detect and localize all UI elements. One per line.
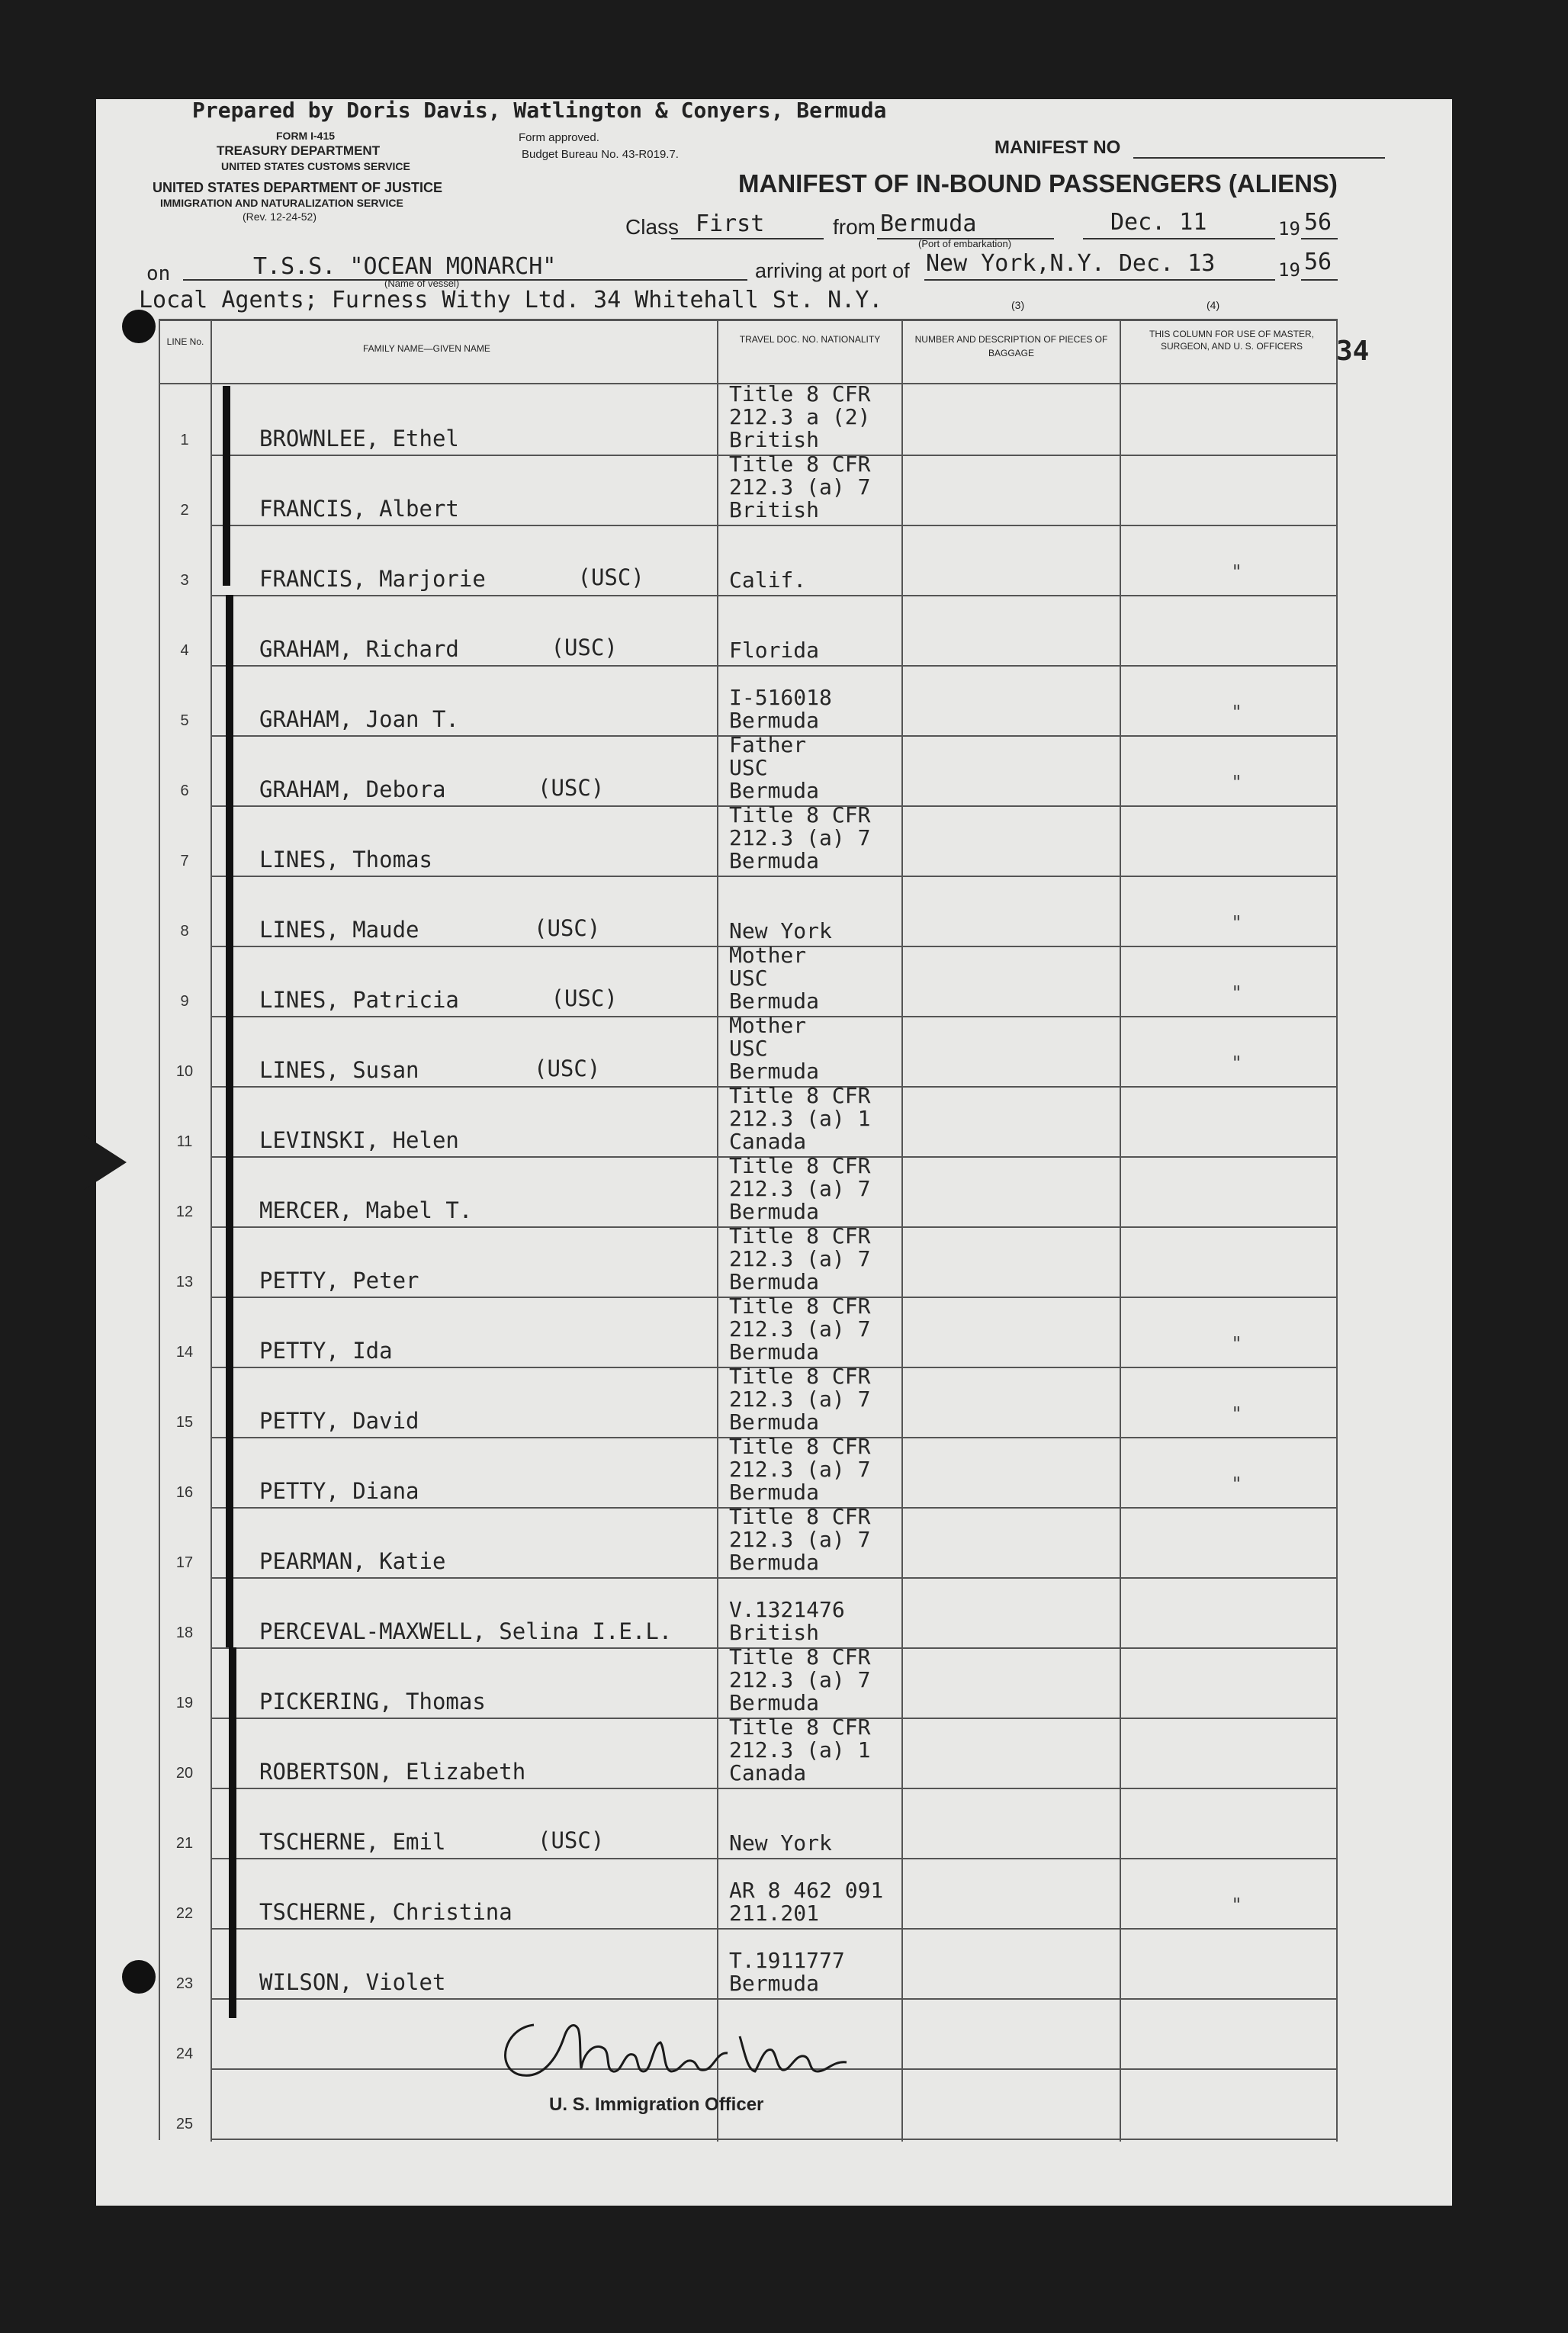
- line-number: 7: [180, 853, 189, 869]
- travel-doc: [729, 1716, 870, 1785]
- page-number: 34: [1336, 336, 1370, 367]
- treasury-dept: TREASURY DEPARTMENT: [217, 143, 381, 158]
- line-number: 5: [180, 712, 189, 729]
- travel-doc-line: I-516018: [729, 685, 832, 710]
- travel-doc-line: Bermuda: [729, 1550, 820, 1575]
- travel-doc-line: Bermuda: [729, 1059, 820, 1084]
- travel-doc-line: Bermuda: [729, 1690, 820, 1715]
- travel-doc-line: USC: [729, 966, 768, 991]
- travel-doc: [729, 686, 832, 732]
- travel-doc-line: 212.3 (a) 7: [729, 825, 871, 850]
- travel-doc-line: New York: [729, 1830, 832, 1856]
- officer-signature: [488, 2006, 869, 2090]
- travel-doc-line: Title 8 CFR: [729, 1083, 871, 1108]
- passenger-name: GRAHAM, Richard: [259, 636, 459, 662]
- table-left-border: [159, 319, 160, 2140]
- passenger-name: ROBERTSON, Elizabeth: [259, 1759, 526, 1785]
- vessel-label: (Name of vessel): [384, 278, 460, 289]
- travel-doc-line: Father: [729, 732, 807, 757]
- passenger-name: TSCHERNE, Christina: [259, 1899, 512, 1925]
- punch-hole-bottom: [122, 1960, 156, 1994]
- departure-date: Dec. 11: [1110, 209, 1207, 236]
- form-approved: Form approved.: [519, 131, 599, 144]
- passenger-name: TSCHERNE, Emil: [259, 1829, 446, 1855]
- travel-doc: [729, 1949, 845, 1995]
- travel-doc: [729, 1435, 870, 1504]
- travel-doc: [729, 453, 870, 522]
- travel-doc: [729, 1506, 870, 1574]
- arrival-port-date: New York,N.Y. Dec. 13: [926, 250, 1216, 277]
- line-number: 10: [175, 1063, 194, 1080]
- col-header-baggage: [908, 333, 1115, 360]
- usc-marker: (USC): [538, 1827, 605, 1853]
- arrival-year-blank: [1301, 279, 1338, 281]
- customs-service: UNITED STATES CUSTOMS SERVICE: [221, 160, 410, 172]
- row-rule: [210, 876, 1336, 877]
- line-number: 1: [180, 432, 189, 448]
- travel-doc-line: 212.3 (a) 7: [729, 1316, 871, 1342]
- travel-doc-line: 212.3 (a) 1: [729, 1106, 871, 1131]
- passenger-name: PICKERING, Thomas: [259, 1689, 486, 1714]
- line-number: 22: [175, 1905, 194, 1922]
- travel-doc-line: 212.3 (a) 7: [729, 1527, 871, 1552]
- col-divider-name: [717, 319, 718, 2142]
- class-label: Class: [625, 215, 680, 239]
- travel-doc: [729, 1365, 870, 1434]
- row-rule: [210, 2139, 1336, 2140]
- travel-doc-line: 212.3 (a) 7: [729, 1387, 871, 1412]
- passenger-name: LINES, Susan: [259, 1057, 419, 1083]
- travel-doc: [729, 920, 832, 943]
- passenger-name: GRAHAM, Debora: [259, 776, 446, 802]
- travel-doc-line: Title 8 CFR: [729, 1223, 871, 1248]
- bracket-mark-1: [223, 386, 230, 586]
- travel-doc-line: Bermuda: [729, 1269, 820, 1294]
- ditto-mark: ": [1232, 1333, 1242, 1354]
- page-notch: [84, 1135, 127, 1190]
- travel-doc-line: Title 8 CFR: [729, 381, 871, 407]
- line-number: 12: [175, 1203, 194, 1220]
- passenger-name: LINES, Patricia: [259, 987, 459, 1013]
- departure-year: 56: [1304, 209, 1332, 236]
- col-divider-line-no: [210, 319, 212, 2142]
- travel-doc-line: Mother: [729, 1013, 807, 1038]
- travel-doc: [729, 1879, 883, 1925]
- ditto-mark: ": [1232, 1894, 1242, 1916]
- ditto-mark: ": [1232, 702, 1242, 723]
- travel-doc-line: 212.3 a (2): [729, 404, 871, 429]
- line-number: 25: [175, 2116, 194, 2132]
- travel-doc: [729, 639, 819, 662]
- travel-doc: [729, 1225, 870, 1293]
- travel-doc-line: 212.3 (a) 1: [729, 1737, 871, 1763]
- passenger-name: LINES, Maude: [259, 917, 419, 943]
- line-number: 8: [180, 923, 189, 940]
- col-divider-baggage: [1120, 319, 1121, 2142]
- line-number: 14: [175, 1344, 194, 1361]
- col-header-officers-text: THIS COLUMN FOR USE OF MASTER, SURGEON, AND U. S. OFFICERS: [1149, 329, 1314, 352]
- vessel-name: T.S.S. "OCEAN MONARCH": [253, 253, 557, 280]
- subheading-3: (3): [1011, 299, 1025, 311]
- travel-doc-line: USC: [729, 1036, 768, 1061]
- travel-doc: [729, 944, 819, 1013]
- travel-doc: [729, 1155, 870, 1223]
- travel-doc: [729, 383, 870, 451]
- travel-doc-line: Bermuda: [729, 1409, 820, 1435]
- line-number: 18: [175, 1624, 194, 1641]
- travel-doc-line: Bermuda: [729, 1971, 820, 1996]
- ditto-mark: ": [1232, 982, 1242, 1004]
- passenger-name: PETTY, Ida: [259, 1338, 393, 1364]
- row-rule: [210, 525, 1336, 526]
- usc-marker: (USC): [551, 985, 618, 1011]
- passenger-name: WILSON, Violet: [259, 1969, 446, 1995]
- travel-doc-line: New York: [729, 918, 832, 943]
- travel-doc: [729, 1599, 845, 1644]
- subheading-4: (4): [1207, 299, 1220, 311]
- line-number: 24: [175, 2045, 194, 2062]
- row-rule: [210, 595, 1336, 596]
- usc-marker: (USC): [534, 915, 601, 941]
- travel-doc-line: 212.3 (a) 7: [729, 474, 871, 500]
- ditto-mark: ": [1232, 912, 1242, 934]
- col-header-officers: [1144, 328, 1319, 352]
- line-number: 6: [180, 782, 189, 799]
- col-header-name: FAMILY NAME—GIVEN NAME: [363, 343, 490, 354]
- col-header-doc-text: TRAVEL DOC. NO. NATIONALITY: [739, 334, 881, 345]
- line-number: 15: [175, 1414, 194, 1431]
- rev-date: (Rev. 12-24-52): [243, 210, 317, 223]
- travel-doc: [729, 804, 870, 872]
- on-label: on: [146, 262, 171, 285]
- travel-doc-line: 212.3 (a) 7: [729, 1176, 871, 1201]
- budget-bureau: Budget Bureau No. 43-R019.7.: [522, 148, 679, 161]
- passenger-name: LEVINSKI, Helen: [259, 1127, 459, 1153]
- travel-doc-line: USC: [729, 755, 768, 780]
- travel-doc: [729, 1646, 870, 1714]
- travel-doc-line: Calif.: [729, 567, 807, 593]
- line-number: 19: [175, 1695, 194, 1711]
- travel-doc-line: Title 8 CFR: [729, 802, 871, 827]
- travel-doc-line: Canada: [729, 1760, 807, 1785]
- travel-doc-line: Bermuda: [729, 708, 820, 733]
- travel-doc-line: 211.201: [729, 1901, 820, 1926]
- passenger-name: FRANCIS, Albert: [259, 496, 459, 522]
- usc-marker: (USC): [551, 635, 618, 660]
- passenger-name: GRAHAM, Joan T.: [259, 706, 459, 732]
- travel-doc-line: Title 8 CFR: [729, 1714, 871, 1740]
- travel-doc: [729, 569, 806, 592]
- port-label: (Port of embarkation): [918, 238, 1012, 249]
- from-value: Bermuda: [880, 210, 977, 237]
- line-number: 17: [175, 1554, 194, 1571]
- ditto-mark: ": [1232, 1052, 1242, 1074]
- travel-doc-line: V.1321476: [729, 1597, 845, 1622]
- travel-doc-line: Mother: [729, 943, 807, 968]
- manifest-no-blank: [1133, 157, 1385, 159]
- travel-doc-line: Title 8 CFR: [729, 1434, 871, 1459]
- bracket-mark-3: [229, 1647, 236, 2018]
- departure-year-prefix: 19: [1278, 218, 1300, 239]
- arriving-label: arriving at port of: [755, 259, 910, 282]
- local-agents: Local Agents; Furness Withy Ltd. 34 Whitehall St. N.Y.: [139, 287, 883, 313]
- travel-doc-line: 212.3 (a) 7: [729, 1667, 871, 1692]
- line-number: 3: [180, 572, 189, 589]
- arrival-year-prefix: 19: [1278, 259, 1300, 281]
- travel-doc: [729, 1014, 819, 1083]
- travel-doc-line: British: [729, 427, 820, 452]
- line-number: 21: [175, 1835, 194, 1852]
- line-number: 11: [176, 1133, 193, 1150]
- travel-doc-line: 212.3 (a) 7: [729, 1246, 871, 1271]
- usc-marker: (USC): [534, 1056, 601, 1081]
- travel-doc-line: Bermuda: [729, 1199, 820, 1224]
- doj: UNITED STATES DEPARTMENT OF JUSTICE: [153, 180, 443, 195]
- passenger-name: MERCER, Mabel T.: [259, 1197, 473, 1223]
- travel-doc-line: Canada: [729, 1129, 807, 1154]
- col-header-line-no-text: LINE No.: [166, 336, 204, 347]
- passenger-name: PETTY, Peter: [259, 1268, 419, 1293]
- passenger-name: PEARMAN, Katie: [259, 1548, 446, 1574]
- passenger-name: FRANCIS, Marjorie: [259, 566, 486, 592]
- ditto-mark: ": [1232, 772, 1242, 793]
- class-blank: [671, 238, 824, 239]
- travel-doc-line: T.1911777: [729, 1948, 845, 1973]
- travel-doc-line: Title 8 CFR: [729, 1364, 871, 1389]
- travel-doc: [729, 1295, 870, 1364]
- ditto-mark: ": [1232, 561, 1242, 583]
- line-number: 16: [175, 1484, 194, 1501]
- from-label: from: [833, 215, 876, 239]
- travel-doc-line: Bermuda: [729, 1480, 820, 1505]
- ditto-mark: ": [1232, 1403, 1242, 1425]
- travel-doc-line: British: [729, 497, 820, 522]
- travel-doc-line: Title 8 CFR: [729, 1153, 871, 1178]
- line-number: 2: [180, 502, 189, 519]
- table-right-border: [1336, 319, 1338, 2142]
- usc-marker: (USC): [538, 775, 605, 801]
- passenger-name: BROWNLEE, Ethel: [259, 426, 459, 451]
- passenger-name: LINES, Thomas: [259, 847, 432, 872]
- travel-doc-line: British: [729, 1620, 820, 1645]
- row-rule: [210, 1788, 1336, 1789]
- travel-doc-line: Bermuda: [729, 778, 820, 803]
- travel-doc-line: Bermuda: [729, 1339, 820, 1364]
- immigration-officer-label: U. S. Immigration Officer: [549, 2094, 764, 2115]
- manifest-title: MANIFEST OF IN-BOUND PASSENGERS (ALIENS): [738, 169, 1338, 198]
- ditto-mark: ": [1232, 1473, 1242, 1495]
- row-rule: [210, 1577, 1336, 1579]
- arrival-blank: [924, 279, 1275, 281]
- travel-doc: [729, 1832, 832, 1855]
- departure-date-blank: [1083, 238, 1275, 239]
- col-divider-doc: [901, 319, 903, 2142]
- bracket-mark-2: [226, 595, 233, 1647]
- travel-doc-line: AR 8 462 091: [729, 1878, 884, 1903]
- punch-hole-top: [122, 310, 156, 343]
- manifest-no-label: MANIFEST NO: [994, 137, 1121, 158]
- travel-doc-line: Bermuda: [729, 988, 820, 1014]
- passenger-name: PETTY, David: [259, 1408, 419, 1434]
- prepared-by: Prepared by Doris Davis, Watlington & Conyers, Bermuda: [192, 98, 887, 123]
- col-header-line-no: [163, 336, 207, 348]
- travel-doc-line: 212.3 (a) 7: [729, 1457, 871, 1482]
- travel-doc-line: Title 8 CFR: [729, 451, 871, 477]
- passenger-name: PERCEVAL-MAXWELL, Selina I.E.L.: [259, 1618, 673, 1644]
- row-rule: [210, 1928, 1336, 1930]
- line-number: 20: [175, 1765, 194, 1782]
- row-rule: [210, 1998, 1336, 2000]
- table-top-rule: [159, 319, 1336, 321]
- travel-doc-line: Title 8 CFR: [729, 1644, 871, 1669]
- col-header-baggage-text: NUMBER AND DESCRIPTION OF PIECES OF BAGGAGE: [914, 334, 1108, 358]
- form-number: FORM I-415: [276, 130, 336, 142]
- line-number: 9: [180, 993, 189, 1010]
- travel-doc-line: Florida: [729, 638, 820, 663]
- line-number: 13: [175, 1274, 194, 1290]
- col-header-doc: [720, 333, 900, 346]
- departure-year-blank: [1301, 238, 1338, 239]
- passenger-name: PETTY, Diana: [259, 1478, 419, 1504]
- line-number: 23: [175, 1975, 194, 1992]
- travel-doc: [729, 1085, 870, 1153]
- row-rule: [210, 1858, 1336, 1859]
- travel-doc-line: Title 8 CFR: [729, 1293, 871, 1319]
- travel-doc-line: Title 8 CFR: [729, 1504, 871, 1529]
- row-rule: [210, 665, 1336, 667]
- class-value: First: [696, 210, 765, 237]
- line-number: 4: [180, 642, 189, 659]
- arrival-year: 56: [1304, 249, 1332, 275]
- travel-doc: [729, 734, 819, 802]
- usc-marker: (USC): [577, 564, 644, 590]
- ins: IMMIGRATION AND NATURALIZATION SERVICE: [160, 197, 403, 209]
- travel-doc-line: Bermuda: [729, 848, 820, 873]
